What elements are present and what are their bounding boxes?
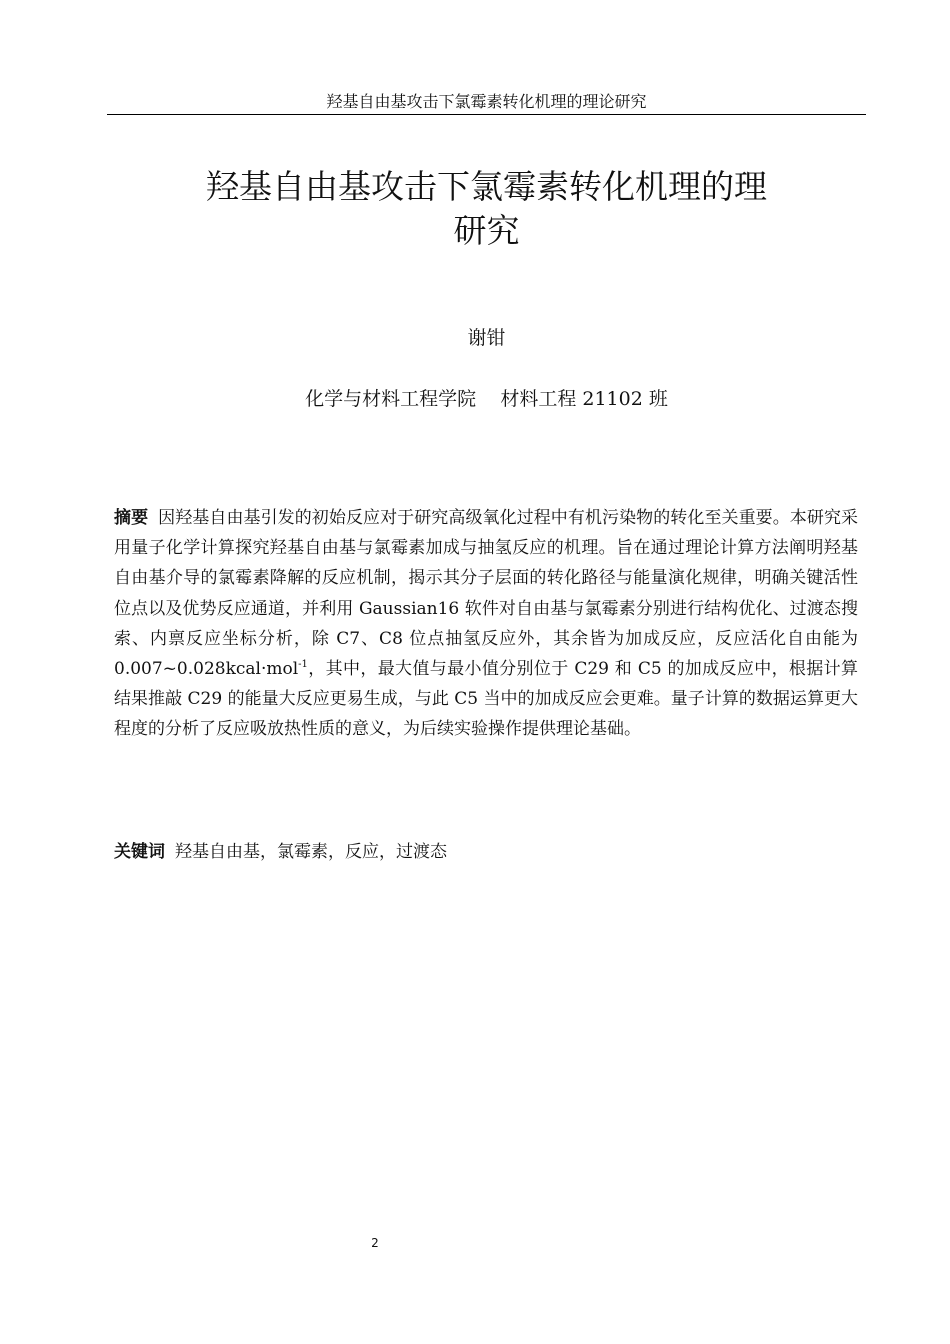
paper-title-line-1: 羟基自由基攻击下氯霉素转化机理的理 [206, 167, 767, 207]
keywords [114, 837, 858, 867]
paper-title-line-2: 研究 [453, 211, 520, 251]
abstract-text-continued: ，其中，最大值与最小值分别位于 C29 和 C5 的加成反应中，根据计算结果推敲 C29 的能量大反应更易生成，与此 C5 当中的加成反应会更难。量子计算的数据运算更大程度的分析了反应吸放热性质的意义，为后续实验操作提供理论基础。 [114, 659, 858, 740]
page-number: 2 [371, 1236, 379, 1250]
author-affiliation: 化学与材料工程学院 材料工程 21102 班 [305, 388, 668, 410]
keywords-label: 关键词 [114, 842, 165, 862]
keywords-text: 羟基自由基，氯霉素，反应，过渡态 [175, 842, 447, 862]
header-rule [107, 114, 866, 115]
abstract-text: 因羟基自由基引发的初始反应对于研究高级氧化过程中有机污染物的转化至关重要。本研究采用量子化学计算探究羟基自由基与氯霉素加成与抽氢反应的机理。旨在通过理论计算方法阐明羟基自由基介导的氯霉素降解的反应机制，揭示其分子层面的转化路径与能量演化规律，明确关键活性位点以及优势反应通道，并利用 Gaussian16 软件对自由基与氯霉素分别进行结构优化、过渡态搜索、内禀反应坐标分析，除 C7、C8 位点抽氢反应外，其余皆为加成反应，反应活化自由能为 0.007~0.028kcal·mol [114, 508, 859, 680]
running-header: 羟基自由基攻击下氯霉素转化机理的理论研究 [326, 92, 647, 111]
author-name: 谢钳 [467, 327, 506, 349]
abstract [114, 503, 858, 745]
unit-superscript: -1 [298, 659, 308, 671]
abstract-label: 摘要 [114, 508, 149, 528]
